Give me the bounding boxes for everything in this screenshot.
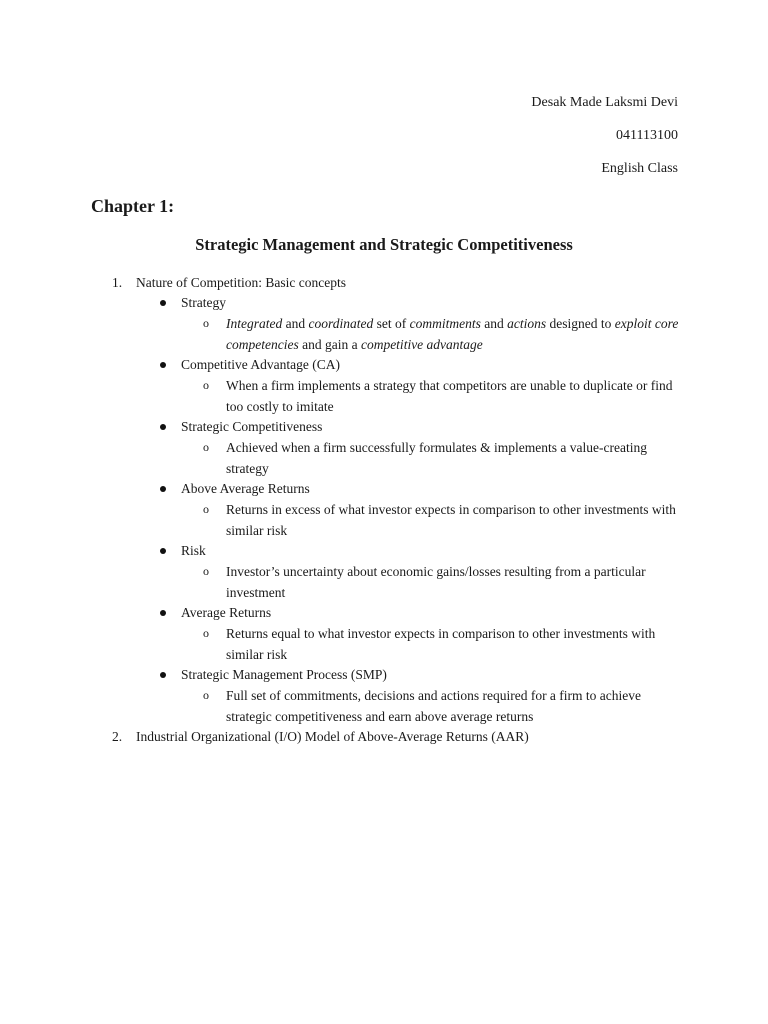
bullet-dot-icon: [160, 300, 166, 306]
class-name: English Class: [601, 161, 678, 176]
sub-bullet-text: [226, 440, 647, 476]
sub-bullet-item: [0, 313, 768, 355]
bullet-item: [0, 293, 768, 313]
bullet-dot-icon: [160, 362, 166, 368]
bullet-dot-icon: [160, 548, 166, 554]
bullet-label: Risk: [181, 543, 206, 558]
hollow-bullet-icon: o: [203, 688, 209, 702]
bullet-label: Strategic Competitiveness: [181, 419, 323, 434]
item-text: Nature of Competition: Basic concepts: [136, 275, 346, 290]
text-segment: and: [480, 316, 508, 331]
bullet-item: [0, 603, 768, 623]
hollow-bullet-icon: o: [203, 378, 209, 392]
bullet-label: Strategy: [181, 295, 226, 310]
text-segment: Achieved when a firm successfully formulates & implements a value-creating strategy: [226, 440, 647, 476]
document-title: Strategic Management and Strategic Competitiveness: [195, 235, 573, 254]
text-segment: and: [282, 316, 309, 331]
bullet-label: Average Returns: [181, 605, 272, 620]
text-segment: designed to: [546, 316, 615, 331]
text-segment: set of: [373, 316, 410, 331]
text-segment: Returns in excess of what investor expects in comparison to other investments with similar risk: [226, 502, 676, 538]
italic-term: exploit core competencies: [226, 316, 679, 352]
numbered-item: [0, 273, 768, 293]
item-number: 1.: [112, 275, 123, 290]
student-id: 041113100: [616, 128, 678, 143]
bullet-label: Strategic Management Process (SMP): [181, 667, 387, 682]
sub-bullet-item: [0, 499, 768, 541]
sub-bullet-item: [0, 561, 768, 603]
italic-term: commitments: [409, 316, 481, 331]
bullet-item: [0, 665, 768, 685]
bullet-dot-icon: [160, 486, 166, 492]
italic-term: coordinated: [308, 316, 374, 331]
bullet-item: [0, 417, 768, 437]
sub-bullet-text: [226, 564, 646, 600]
sub-bullet-item: [0, 623, 768, 665]
hollow-bullet-icon: o: [203, 440, 209, 454]
text-segment: and gain a: [298, 337, 361, 352]
sub-bullet-item: [0, 437, 768, 479]
chapter-heading: Chapter 1:: [91, 196, 175, 216]
bullet-item: [0, 479, 768, 499]
hollow-bullet-icon: o: [203, 626, 209, 640]
bullet-label: Competitive Advantage (CA): [181, 357, 340, 372]
text-segment: When a firm implements a strategy that competitors are unable to duplicate or find too costly to imitate: [226, 378, 673, 414]
bullet-item: [0, 355, 768, 375]
bullet-item: [0, 541, 768, 561]
hollow-bullet-icon: o: [203, 316, 209, 330]
sub-bullet-text: [226, 502, 676, 538]
sub-bullet-text: [226, 688, 641, 724]
italic-term: competitive advantage: [360, 337, 483, 352]
text-segment: Full set of commitments, decisions and actions required for a firm to achieve strategic competitiveness and earn above average returns: [226, 688, 642, 724]
sub-bullet-text: [226, 626, 655, 662]
bullet-dot-icon: [160, 424, 166, 430]
item-text: Industrial Organizational (I/O) Model of Above-Average Returns (AAR): [136, 729, 529, 744]
bullet-label: Above Average Returns: [181, 481, 310, 496]
author-name: Desak Made Laksmi Devi: [531, 95, 678, 110]
text-segment: Investor’s uncertainty about economic gains/losses resulting from a particular investment: [226, 564, 646, 600]
bullet-dot-icon: [160, 672, 166, 678]
italic-term: actions: [507, 316, 547, 331]
hollow-bullet-icon: o: [203, 502, 209, 516]
outline-list: [0, 273, 768, 747]
sub-bullet-item: [0, 685, 768, 727]
sub-bullet-item: [0, 375, 768, 417]
sub-bullet-text: [226, 378, 672, 414]
numbered-item: [0, 727, 768, 747]
item-number: 2.: [112, 729, 123, 744]
bullet-dot-icon: [160, 610, 166, 616]
text-segment: Returns equal to what investor expects in comparison to other investments with similar risk: [226, 626, 656, 662]
hollow-bullet-icon: o: [203, 564, 209, 578]
italic-term: Integrated: [226, 316, 283, 331]
sub-bullet-text: [226, 316, 678, 352]
